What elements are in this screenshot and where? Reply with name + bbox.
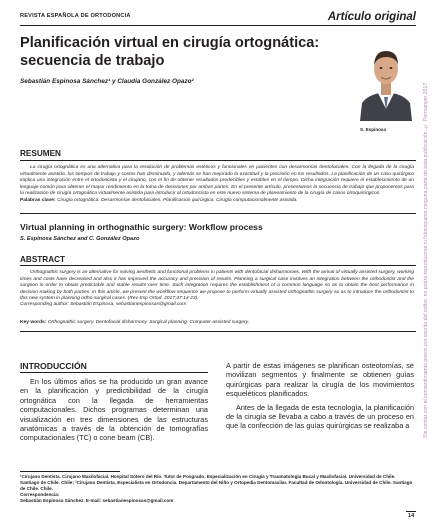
intro-left-column (20, 377, 208, 447)
key-words-text: Orthognathic surgery. Dentofacial disharmony. Surgical planning. Computer-assisted surgery. (47, 320, 250, 325)
corresponding-author: Corresponding author: Sebastián Espinosa, sebastianespinosas@gmail.com (20, 302, 187, 307)
abstract-end-rule (20, 331, 416, 332)
intro-right-column (226, 361, 414, 435)
article-authors: Sebastián Espinosa Sánchez¹ y Claudia González Opazo² (20, 78, 194, 85)
author-portrait-icon (358, 37, 414, 121)
page-number: 14 (408, 513, 415, 519)
resumen-rule (20, 160, 416, 161)
intro-paragraph-3: Antes de la llegada de esta tecnología, la planificación de la cirugía se llevaba a cabo a través de un proceso en que la confección de las guías quirúrgicas se realizaba a (226, 402, 414, 431)
correspondence-body: Sebastián Espinosa Sánchez. E-mail: sebastianespinosas@gmail.com (20, 498, 174, 503)
section-rule (20, 213, 416, 214)
abstract-text: Orthognathic surgery is an alternative for solving aesthetic and functional problems in patients with dentofacial disharmonies. With the arrival of virtually assisted surgery, working times and costs have decreased and also it has improved the accuracy and precision of results. Planning a surgical case involves an integration between the orthodontist and the surgeon in order to obtain predictable and stable results over time. Such integration requires the establishment of a common language so as to obtain the best performance in decision-making by both parties. In this article, we present the workflow sequence we propose to perform virtually assisted orthognathic surgery so as to introduce the orthodontist to this new system in planning ortho-surgical cases. (Rev Esp Ortod. 2017;47:14-23). (20, 270, 414, 302)
journal-name: REVISTA ESPAÑOLA DE ORTODONCIA (20, 13, 131, 19)
abstract-rule (20, 265, 416, 266)
section-label: Artículo original (327, 11, 416, 23)
intro-paragraph-1: En los últimos años se ha producido un gran avance en la planificación y predictibilidad de la cirugía ortognática con la llegada de herramientas computacionales. Dichos programas determinan una visualización en tres dimensiones de las estructuras anatómicas a través de la obtención de tomografías computacionales (TC) o cone beam (CB). (20, 377, 208, 443)
article-title: Planificación virtual en cirugía ortognática: secuencia de trabajo (20, 35, 320, 69)
abstract-heading: ABSTRACT (20, 255, 66, 264)
footnote-rule (20, 471, 120, 472)
affiliations-footnote: ¹Cirujano Dentista. Cirujano Maxilofacial. Hospital Sótero del Río. Tutor de Posgrado. Especialización en Cirugía y Traumatología Bucal y Maxilofacial. Universidad de Chile. Santiago de Chile. Chile; ²Cirujano Dentista. Especialista en Ortodoncia. Departamento del Niño y Ortopedia Dentomaxilar. Facultad de Odontología. Universidad de Chile. Santiago de Chile. Chile. (20, 474, 413, 491)
key-words (20, 320, 414, 325)
intro-rule (20, 372, 208, 373)
palabras-clave (20, 198, 414, 205)
intro-paragraph-2: A partir de estas imágenes se planifican osteotomías, se movilizan segmentos y finalmente se obtienen guías quirúrgicas para realizar la cirugía de los movimientos esqueléticos planificados. (226, 361, 414, 399)
key-words-label: Key words: (20, 320, 47, 325)
page-number-rule (406, 511, 416, 512)
author-photo (358, 37, 414, 121)
english-authors: S. Espinosa Sánchez and C. González Opazo (20, 236, 140, 242)
intro-heading: INTRODUCCIÓN (20, 361, 87, 371)
resumen-heading: RESUMEN (20, 149, 61, 158)
header-rule (20, 25, 416, 26)
palabras-clave-label: Palabras clave: (20, 198, 56, 203)
photo-caption: S. Espinosa (360, 127, 387, 132)
palabras-clave-text: Cirugía ortognática. Desarmonías dentofaciales. Planificación quirúrgica. Cirugía computacionalmente asistida. (56, 198, 298, 203)
correspondence-title: Correspondencia: (20, 492, 60, 497)
copyright-sidebar: Sin contar con el consentimiento previo por escrito del editor, no podrá reproducirse ni fotocopiarse ninguna parte de esta publicación. © Permanyer 2017 (423, 82, 429, 438)
resumen-text: La cirugía ortognática es una alternativa para la resolución de problemas estéticos y funcionales en pacientes con desarmonías dentofaciales. Con la llegada de la cirugía virtualmente asistida, los tiempos de trabajo y costos han disminuido, y además se han mejorado la exactitud y la precisión en los resultados. La planificación de un caso quirúrgico implica una integración entre el ortodoncista y el cirujano, con el fin de obtener resultados predecibles y estables en el tiempo. Dicha integración requiere el establecimiento de un lenguaje común para obtener el mayor rendimiento en la toma de decisiones por ambas partes. En el presente artículo, presentamos la secuencia de trabajo que proponemos para la realización de cirugía ortognática virtualmente asistida para introducir al ortodoncista en este nuevo sistema de planeamiento de la cirugía de casos ortoquirúrgicos. (20, 165, 414, 197)
english-title: Virtual planning in orthognathic surgery: Workflow process (20, 222, 263, 232)
